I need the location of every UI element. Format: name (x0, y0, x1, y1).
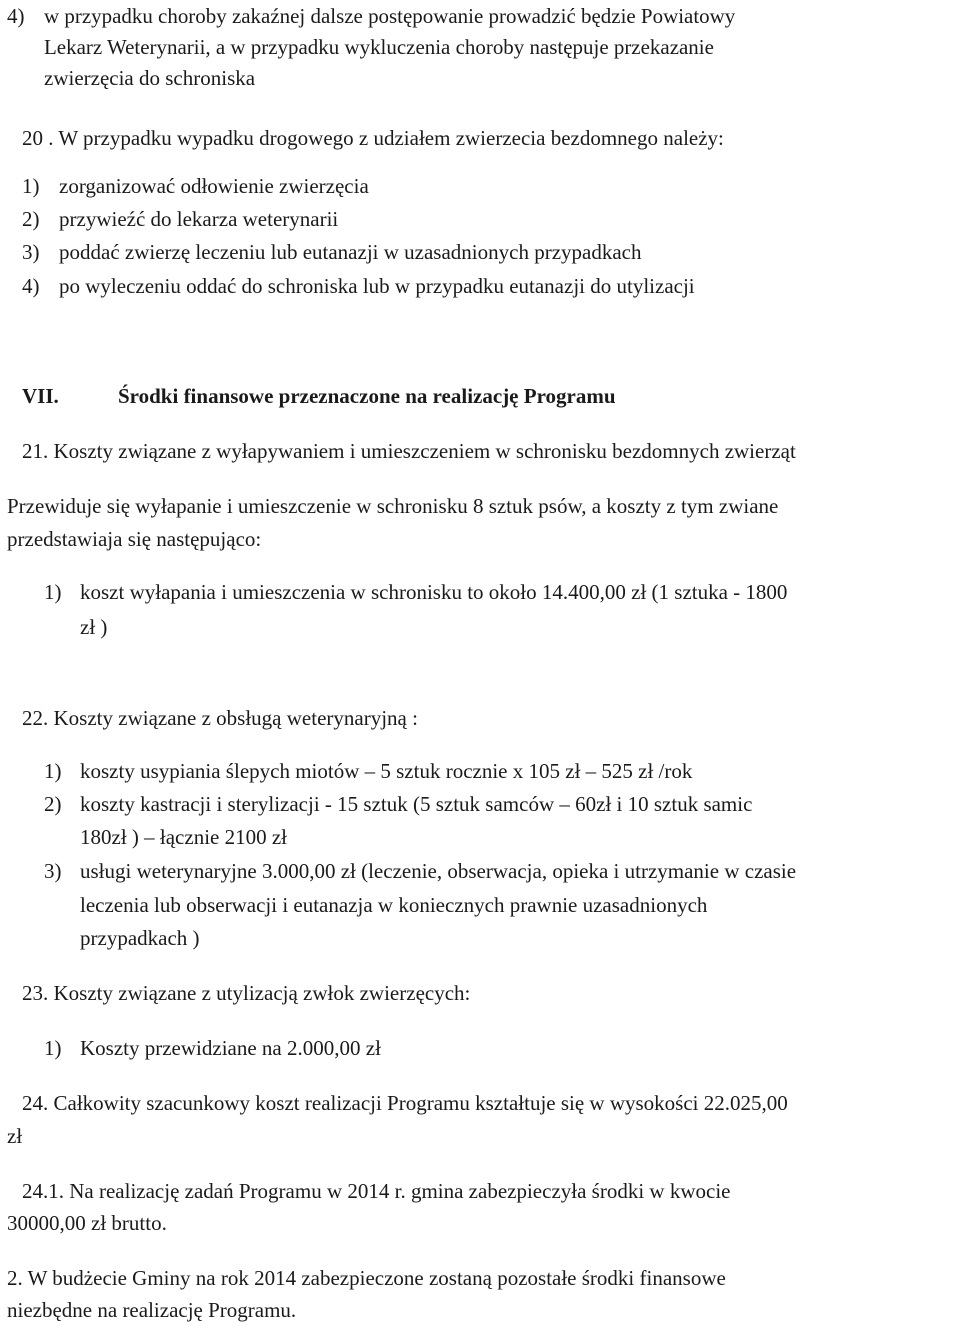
list-number: 2) (44, 792, 62, 816)
list-item: koszt wyłapania i umieszczenia w schronisku to około 14.400,00 zł (1 sztuka - 1800 (80, 580, 788, 604)
list-item-text: w przypadku choroby zakaźnej dalsze postępowanie prowadzić będzie Powiatowy (44, 4, 736, 28)
list-item-text: zwierzęcia do schroniska (44, 66, 256, 90)
list-item: zł ) (80, 615, 108, 639)
list-number: 1) (44, 1036, 62, 1060)
list-number: 3) (22, 240, 40, 264)
list-item: przypadkach ) (80, 926, 200, 950)
list-number: 1) (44, 580, 62, 604)
list-item: zorganizować odłowienie zwierzęcia (59, 174, 369, 198)
list-item: usługi weterynaryjne 3.000,00 zł (leczenie, obserwacja, opieka i utrzymanie w czasie (80, 859, 797, 883)
list-item: koszty kastracji i sterylizacji - 15 sztuk (5 sztuk samców – 60zł i 10 sztuk samic (80, 792, 753, 816)
list-item: przywieźć do lekarza weterynarii (59, 207, 339, 231)
paragraph-text: zł (7, 1124, 23, 1148)
list-number: 4) (22, 274, 40, 298)
paragraph-23: 23. Koszty związane z utylizacją zwłok zwierzęcych: (22, 981, 471, 1005)
list-number: 4) (7, 4, 25, 28)
paragraph-text: Przewiduje się wyłapanie i umieszczenie w schronisku 8 sztuk psów, a koszty z tym zwiane (7, 494, 779, 518)
paragraph-24: 24. Całkowity szacunkowy koszt realizacji Programu kształtuje się w wysokości 22.025,00 (22, 1091, 788, 1115)
paragraph-24-1: 24.1. Na realizację zadań Programu w 2014 r. gmina zabezpieczyła środki w kwocie (22, 1179, 731, 1203)
list-item: leczenia lub obserwacji i eutanazja w koniecznych prawnie uzasadnionych (80, 893, 708, 917)
list-number: 1) (22, 174, 40, 198)
list-item: Koszty przewidziane na 2.000,00 zł (80, 1036, 381, 1060)
paragraph-text: niezbędne na realizację Programu. (7, 1298, 297, 1322)
paragraph-22: 22. Koszty związane z obsługą weterynaryjną : (22, 706, 418, 730)
list-number: 1) (44, 759, 62, 783)
list-item: poddać zwierzę leczeniu lub eutanazji w uzasadnionych przypadkach (59, 240, 642, 264)
section-number: VII. (22, 384, 59, 408)
list-item: koszty usypiania ślepych miotów – 5 sztuk rocznie x 105 zł – 525 zł /rok (80, 759, 693, 783)
section-title: Środki finansowe przeznaczone na realizację Programu (118, 384, 616, 408)
list-item: 180zł ) – łącznie 2100 zł (80, 825, 288, 849)
list-number: 2) (22, 207, 40, 231)
list-number: 3) (44, 859, 62, 883)
list-item: po wyleczeniu oddać do schroniska lub w przypadku eutanazji do utylizacji (59, 274, 695, 298)
paragraph-20: 20 . W przypadku wypadku drogowego z udziałem zwierzecia bezdomnego należy: (22, 126, 724, 150)
paragraph-2: 2. W budżecie Gminy na rok 2014 zabezpieczone zostaną pozostałe środki finansowe (7, 1266, 726, 1290)
paragraph-text: 30000,00 zł brutto. (7, 1211, 167, 1235)
list-item-text: Lekarz Weterynarii, a w przypadku wykluczenia choroby następuje przekazanie (44, 35, 714, 59)
paragraph-text: przedstawiaja się następująco: (7, 527, 262, 551)
paragraph-21: 21. Koszty związane z wyłapywaniem i umieszczeniem w schronisku bezdomnych zwierząt (22, 439, 796, 463)
